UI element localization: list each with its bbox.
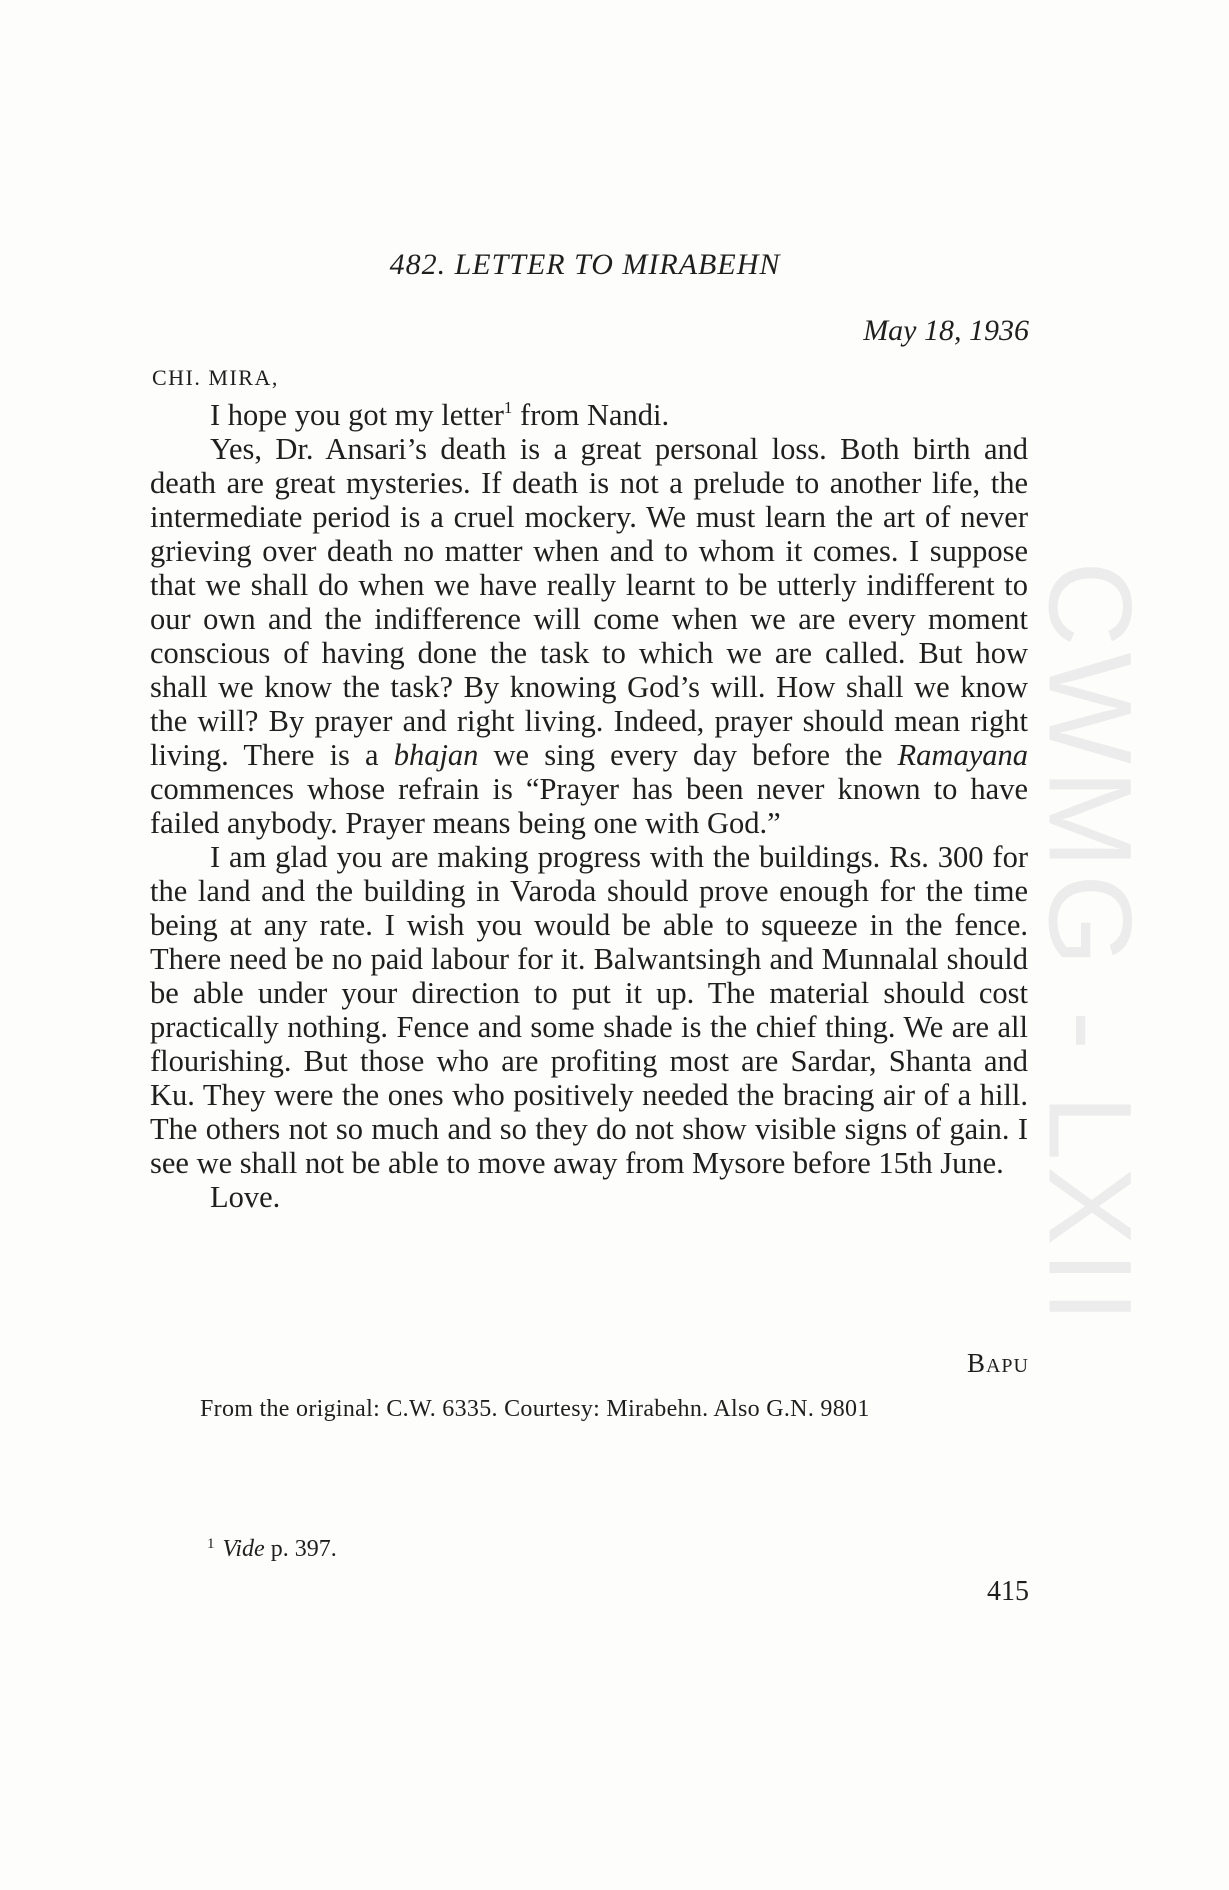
signature-initial: B: [966, 1348, 986, 1378]
paragraph-4: Love.: [210, 1180, 281, 1214]
paragraph-1-text-end: from Nandi.: [512, 398, 670, 432]
signature: [967, 1348, 1029, 1379]
footnote-italic: Vide: [222, 1536, 265, 1562]
term-ramayana: Ramayana: [897, 738, 1028, 772]
footnote-marker: 1: [207, 1536, 215, 1552]
letter-body: [150, 398, 1028, 1214]
source-note: From the original: C.W. 6335. Courtesy: Mirabehn. Also G.N. 9801: [200, 1396, 870, 1422]
salutation: CHI. MIRA,: [152, 365, 279, 390]
paragraph-2-text-end: commences whose refrain is “Prayer has been never known to have failed anybody. Prayer means being one with God.”: [150, 772, 1028, 840]
letter-date: May 18, 1936: [863, 314, 1029, 347]
letter-title: 482. LETTER TO MIRABEHN: [389, 248, 781, 281]
footnote: [207, 1536, 337, 1563]
page-number: 415: [987, 1576, 1029, 1607]
paragraph-2: [150, 432, 1028, 840]
paragraph-3: I am glad you are making progress with the buildings. Rs. 300 for the land and the building in Varoda should prove enough for the time being at any rate. I wish you would be able to squeeze in the fence. There need be no paid labour for it. Balwantsingh and Munnalal should be able under your direction to put it up. The material should cost practically nothing. Fence and some shade is the chief thing. We are all flourishing. But those who are profiting most are Sardar, Shanta and Ku. They were the ones who positively needed the bracing air of a hill. The others not so much and so they do not show visible signs of gain. I see we shall not be able to move away from Mysore before 15th June.: [150, 840, 1028, 1180]
paragraph-2-text: Yes, Dr. Ansari’s death is a great personal loss. Both birth and death are great mysteries. If death is not a prelude to another life, the intermediate period is a cruel mockery. We must learn the art of never grieving over death no matter when and to whom it comes. I suppose that we shall do when we have really learnt to be utterly indifferent to our own and the indifference will come when we are every moment conscious of having done the task to which we are called. But how shall we know the task? By knowing God’s will. How shall we know the will? By prayer and right living. Indeed, prayer should mean right living. There is a: [150, 432, 1028, 772]
paragraph-1: [150, 398, 1028, 432]
watermark-text: CWMG - LXII: [1024, 561, 1156, 1329]
footnote-ref: 1: [503, 398, 513, 417]
term-bhajan: bhajan: [393, 738, 479, 772]
paragraph-2-text-mid: we sing every day before the: [478, 738, 898, 772]
signature-rest: APU: [985, 1355, 1029, 1377]
paragraph-1-text: I hope you got my letter: [210, 398, 504, 432]
watermark: [1020, 470, 1160, 1420]
footnote-text: p. 397.: [264, 1536, 337, 1562]
